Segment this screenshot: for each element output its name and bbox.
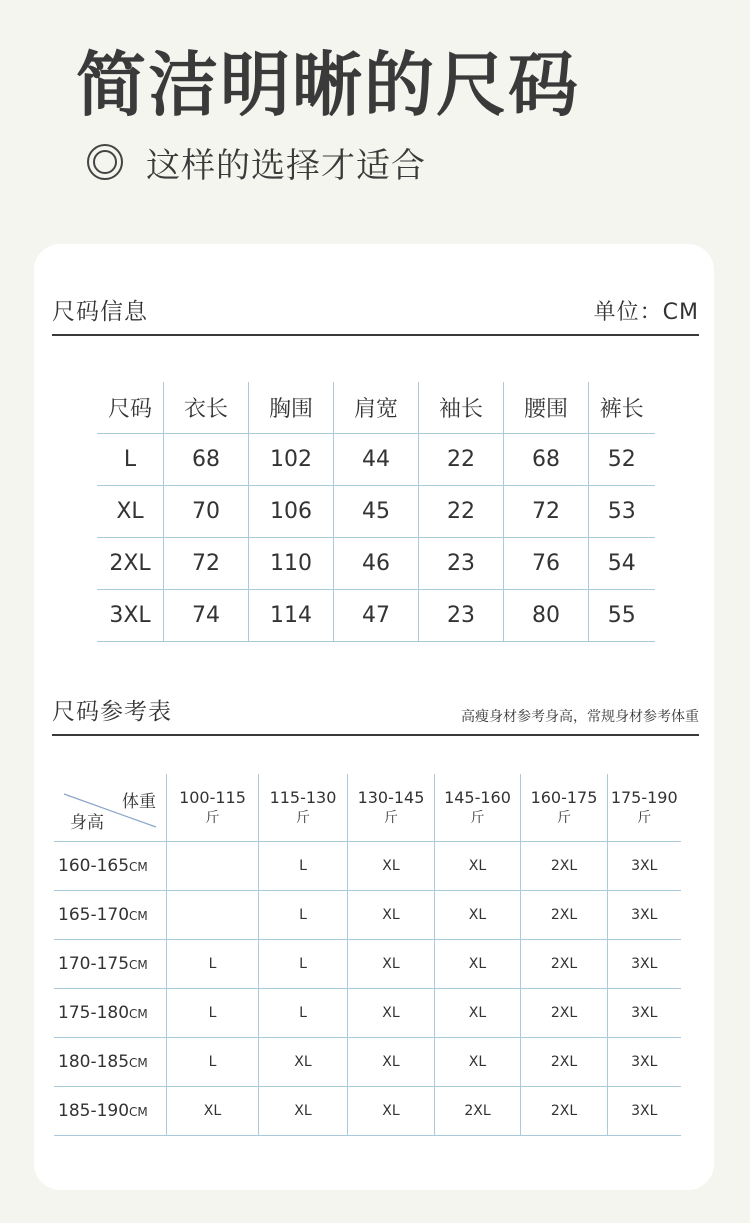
table-cell: 3XL [608, 989, 681, 1038]
table-cell: 72 [504, 486, 589, 538]
table-cell: 46 [334, 538, 419, 590]
size-reference-header [52, 672, 699, 736]
size-info-header-row [97, 382, 655, 434]
table-row [54, 989, 681, 1038]
table-cell: XL [435, 940, 521, 989]
table-row [54, 842, 681, 891]
weight-column-header: 175-190 斤 [608, 774, 681, 842]
column-header: 肩宽 [334, 382, 419, 434]
size-reference-table [54, 774, 681, 1136]
table-cell: 3XL [97, 590, 164, 642]
table-cell: 2XL [521, 891, 608, 940]
height-row-header: 160-165CM [54, 842, 167, 891]
weight-column-header: 130-145 斤 [348, 774, 435, 842]
unit-label: 单位：CM [593, 300, 699, 325]
size-reference-title: 尺码参考表 [52, 699, 172, 725]
table-cell: XL [348, 891, 435, 940]
table-cell: XL [97, 486, 164, 538]
height-row-header: 170-175CM [54, 940, 167, 989]
weight-column-header: 100-115 斤 [167, 774, 259, 842]
column-header: 裤长 [589, 382, 655, 434]
table-cell: L [167, 940, 259, 989]
table-cell: L [259, 842, 348, 891]
table-cell: 23 [419, 590, 504, 642]
table-cell: L [167, 1038, 259, 1087]
table-row [97, 486, 655, 538]
table-cell: 55 [589, 590, 655, 642]
table-cell: XL [348, 842, 435, 891]
table-cell: L [167, 989, 259, 1038]
column-header: 腰围 [504, 382, 589, 434]
table-row [54, 1087, 681, 1136]
table-cell: 45 [334, 486, 419, 538]
height-corner-label: 身高 [70, 813, 104, 833]
table-cell: XL [435, 1038, 521, 1087]
table-row [54, 1038, 681, 1087]
corner-cell [54, 774, 167, 842]
table-cell: L [259, 989, 348, 1038]
table-cell: 114 [249, 590, 334, 642]
table-cell: XL [167, 1087, 259, 1136]
table-cell: 2XL [521, 1038, 608, 1087]
weight-corner-label: 体重 [122, 792, 156, 812]
table-cell: 2XL [521, 842, 608, 891]
table-cell: 53 [589, 486, 655, 538]
weight-header-row [54, 774, 681, 842]
weight-column-header: 115-130 斤 [259, 774, 348, 842]
column-header: 袖长 [419, 382, 504, 434]
table-cell: XL [348, 1087, 435, 1136]
size-reference-note: 高瘦身材参考身高，常规身材参考体重 [461, 709, 699, 725]
table-cell: 22 [419, 486, 504, 538]
table-row [97, 538, 655, 590]
table-cell: 2XL [97, 538, 164, 590]
height-row-header: 175-180CM [54, 989, 167, 1038]
table-cell: 52 [589, 434, 655, 486]
table-cell: 2XL [521, 1087, 608, 1136]
table-cell: XL [348, 1038, 435, 1087]
table-cell: 74 [164, 590, 249, 642]
size-info-table [97, 382, 655, 642]
height-row-header: 185-190CM [54, 1087, 167, 1136]
size-card [34, 244, 714, 1190]
height-row-header: 165-170CM [54, 891, 167, 940]
table-row [54, 891, 681, 940]
page-title: 简洁明晰的尺码 [76, 44, 580, 126]
table-cell: 22 [419, 434, 504, 486]
table-cell: 68 [504, 434, 589, 486]
table-cell: 44 [334, 434, 419, 486]
table-cell: L [97, 434, 164, 486]
table-cell: 3XL [608, 1087, 681, 1136]
height-row-header: 180-185CM [54, 1038, 167, 1087]
column-header: 尺码 [97, 382, 164, 434]
table-cell: 70 [164, 486, 249, 538]
table-cell: L [259, 940, 348, 989]
table-cell: 80 [504, 590, 589, 642]
table-cell [167, 842, 259, 891]
table-cell: L [259, 891, 348, 940]
table-cell [167, 891, 259, 940]
table-cell: XL [259, 1038, 348, 1087]
table-cell: 72 [164, 538, 249, 590]
table-cell: 2XL [521, 989, 608, 1038]
table-cell: 76 [504, 538, 589, 590]
table-cell: XL [435, 842, 521, 891]
table-cell: 3XL [608, 891, 681, 940]
target-circle-icon [86, 143, 124, 181]
table-cell: 3XL [608, 1038, 681, 1087]
column-header: 胸围 [249, 382, 334, 434]
size-info-header [52, 272, 699, 336]
subtitle-row [86, 138, 426, 186]
column-header: 衣长 [164, 382, 249, 434]
table-row [97, 434, 655, 486]
table-row [97, 590, 655, 642]
table-cell: 2XL [521, 940, 608, 989]
table-cell: 47 [334, 590, 419, 642]
table-cell: XL [259, 1087, 348, 1136]
weight-column-header: 145-160 斤 [435, 774, 521, 842]
table-cell: 68 [164, 434, 249, 486]
table-cell: 54 [589, 538, 655, 590]
table-cell: 102 [249, 434, 334, 486]
page-subtitle: 这样的选择才适合 [146, 145, 426, 186]
table-cell: 3XL [608, 842, 681, 891]
table-cell: XL [348, 940, 435, 989]
table-cell: XL [435, 989, 521, 1038]
table-cell: 2XL [435, 1087, 521, 1136]
table-cell: 110 [249, 538, 334, 590]
table-cell: XL [435, 891, 521, 940]
size-info-title: 尺码信息 [52, 299, 148, 325]
table-cell: 23 [419, 538, 504, 590]
table-row [54, 940, 681, 989]
table-cell: 3XL [608, 940, 681, 989]
table-cell: XL [348, 989, 435, 1038]
table-cell: 106 [249, 486, 334, 538]
weight-column-header: 160-175 斤 [521, 774, 608, 842]
